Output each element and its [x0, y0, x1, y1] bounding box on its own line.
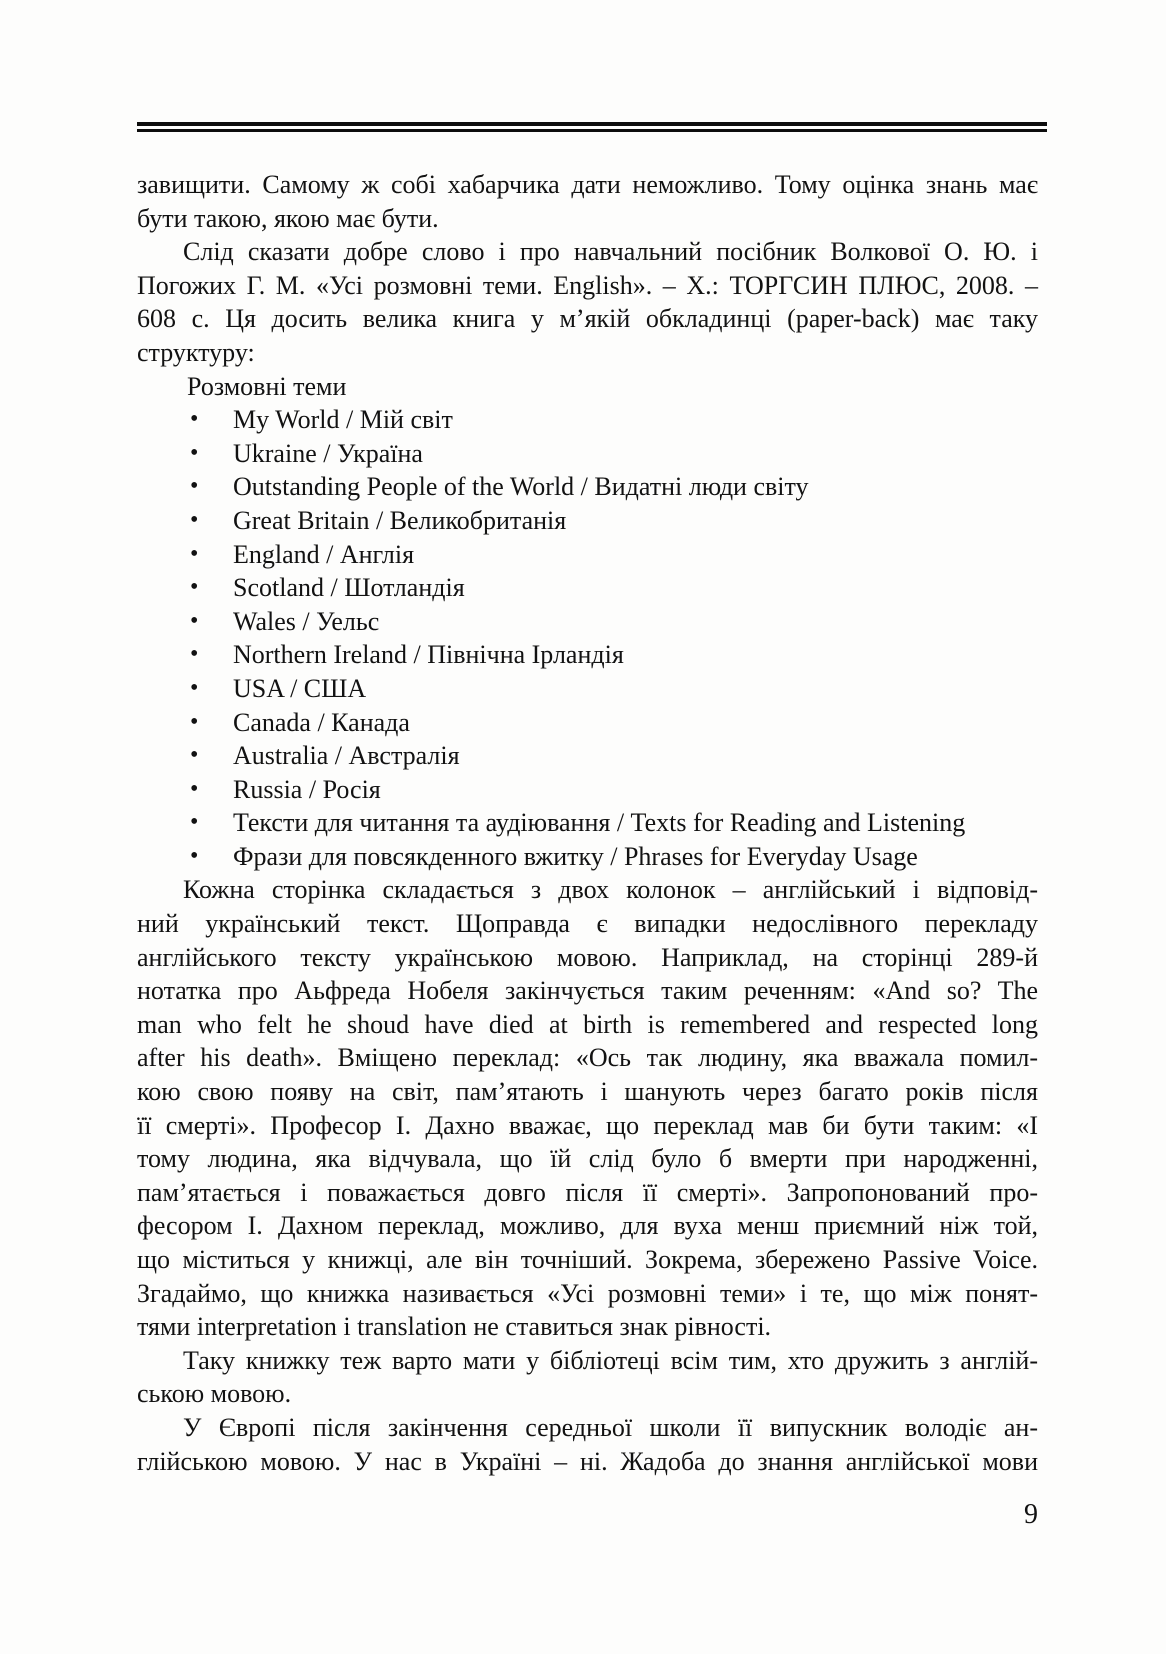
- text-line: кою свою появу на світ, пам’ятають і шанують через багато років після: [137, 1077, 1038, 1107]
- text-line: У Європі після закінчення середньої школи її випускник володіє ан-: [183, 1412, 1038, 1442]
- text-line: що міститься у книжці, але він точніший. Зокрема, збережено Passive Voice.: [137, 1245, 1038, 1274]
- bullet-icon: •: [190, 708, 199, 735]
- text-line: тому людина, яка відчувала, що їй слід було б вмерти при народженні,: [137, 1144, 1038, 1174]
- text-line: Кожна сторінка складається з двох колонок – англійський і відповід-: [183, 875, 1038, 905]
- bullet-icon: •: [190, 607, 199, 634]
- list-item-text: My World / Мій світ: [233, 405, 453, 435]
- paragraph: [137, 235, 1038, 369]
- list-item: [137, 571, 1038, 605]
- text-line: тями interpretation і translation не ставиться знак рівності.: [137, 1312, 772, 1342]
- text-line: ською мовою.: [137, 1379, 292, 1409]
- bullet-icon: •: [190, 574, 199, 601]
- bullet-icon: •: [190, 641, 199, 668]
- list-item: [137, 806, 1038, 840]
- text-line: Таку книжку теж варто мати у бібліотеці всім тим, хто дружить з англій-: [183, 1345, 1038, 1375]
- list-item: [137, 403, 1038, 437]
- text-line: глійською мовою. У нас в Україні – ні. Жадоба до знання англійської мови: [137, 1446, 1038, 1476]
- text-line: її смерті». Професор І. Дахно вважає, що переклад мав би бути таким: «І: [137, 1110, 1038, 1140]
- list-item-text: Тексти для читання та аудіювання / Texts for Reading and Listening: [233, 808, 966, 838]
- list-item-text: USA / США: [233, 673, 367, 703]
- text-line: after his death». Вміщено переклад: «Ось так людину, яка вважала помил-: [137, 1043, 1038, 1073]
- text-line: фесором І. Дахном переклад, можливо, для вуха менш приємний ніж той,: [137, 1211, 1038, 1241]
- list-item-text: Australia / Австралія: [233, 741, 460, 771]
- list-item-text: Russia / Росія: [233, 774, 381, 804]
- bullet-icon: •: [190, 842, 199, 869]
- bullet-icon: •: [190, 540, 199, 567]
- text-line: бути такою, якою має бути.: [137, 203, 439, 233]
- bullet-icon: •: [190, 406, 199, 433]
- list-item: [137, 773, 1038, 807]
- list-item-text: Wales / Уельс: [233, 606, 380, 636]
- list-item-text: Ukraine / Україна: [233, 438, 423, 468]
- list-item-text: Canada / Канада: [233, 707, 410, 737]
- list-item: [137, 672, 1038, 706]
- list-item: [137, 538, 1038, 572]
- list-item: [137, 437, 1038, 471]
- page-content: [137, 168, 1038, 1478]
- text-line: ний український текст. Щоправда є випадки недослівного перекладу: [137, 909, 1038, 939]
- text-line: нотатка про Аьфреда Нобеля закінчується таким реченням: «And so? The: [137, 976, 1038, 1006]
- paragraph: [137, 1411, 1038, 1478]
- header-double-rule: [137, 122, 1047, 132]
- text-line: man who felt he shoud have died at birth is remembered and respected long: [137, 1009, 1038, 1039]
- paragraph: [137, 1344, 1038, 1411]
- bullet-icon: •: [190, 506, 199, 533]
- bullet-icon: •: [190, 742, 199, 769]
- list-item: [137, 638, 1038, 672]
- text-line: англійського тексту українською мовою. Наприклад, на сторінці 289-й: [137, 942, 1038, 972]
- bullet-icon: •: [190, 674, 199, 701]
- text-line: структуру:: [137, 337, 255, 367]
- list-item-text: England / Англія: [233, 539, 415, 569]
- list-item: [137, 605, 1038, 639]
- list-item-text: Фрази для повсякденного вжитку / Phrases for Everyday Usage: [233, 841, 918, 871]
- text-line: Погожих Г. М. «Усі розмовні теми. English». – Х.: ТОРГСИН ПЛЮС, 2008. –: [137, 270, 1038, 300]
- bullet-icon: •: [190, 473, 199, 500]
- text-line: пам’ятається і поважається довго після її смерті». Запропонований про-: [137, 1177, 1038, 1207]
- text-line: завищити. Самому ж собі хабарчика дати неможливо. Тому оцінка знань має: [137, 170, 1038, 199]
- text-line: Згадаймо, що книжка називається «Усі розмовні теми» і те, що між понят-: [137, 1278, 1038, 1308]
- page-number: 9: [1024, 1499, 1038, 1530]
- bullet-icon: •: [190, 809, 199, 836]
- text-line: Слід сказати добре слово і про навчальний посібник Волкової О. Ю. і: [183, 237, 1038, 267]
- list-item-text: Northern Ireland / Північна Ірландія: [233, 640, 624, 670]
- list-item: [137, 739, 1038, 773]
- bullet-icon: •: [190, 439, 199, 466]
- list-item-text: Scotland / Шотландія: [233, 573, 465, 603]
- list-item: [137, 706, 1038, 740]
- text-line: 608 с. Ця досить велика книга у м’якій обкладинці (paper-back) має таку: [137, 304, 1038, 334]
- paragraph: [137, 873, 1038, 1343]
- bullet-icon: •: [190, 775, 199, 802]
- list-item: [137, 504, 1038, 538]
- list-item: [137, 470, 1038, 504]
- paragraph: [137, 168, 1038, 235]
- list-item-text: Outstanding People of the World / Видатні люди світу: [233, 472, 809, 502]
- list-title: Розмовні теми: [187, 371, 347, 401]
- list-item-text: Great Britain / Великобританія: [233, 505, 567, 535]
- list-item: [137, 840, 1038, 874]
